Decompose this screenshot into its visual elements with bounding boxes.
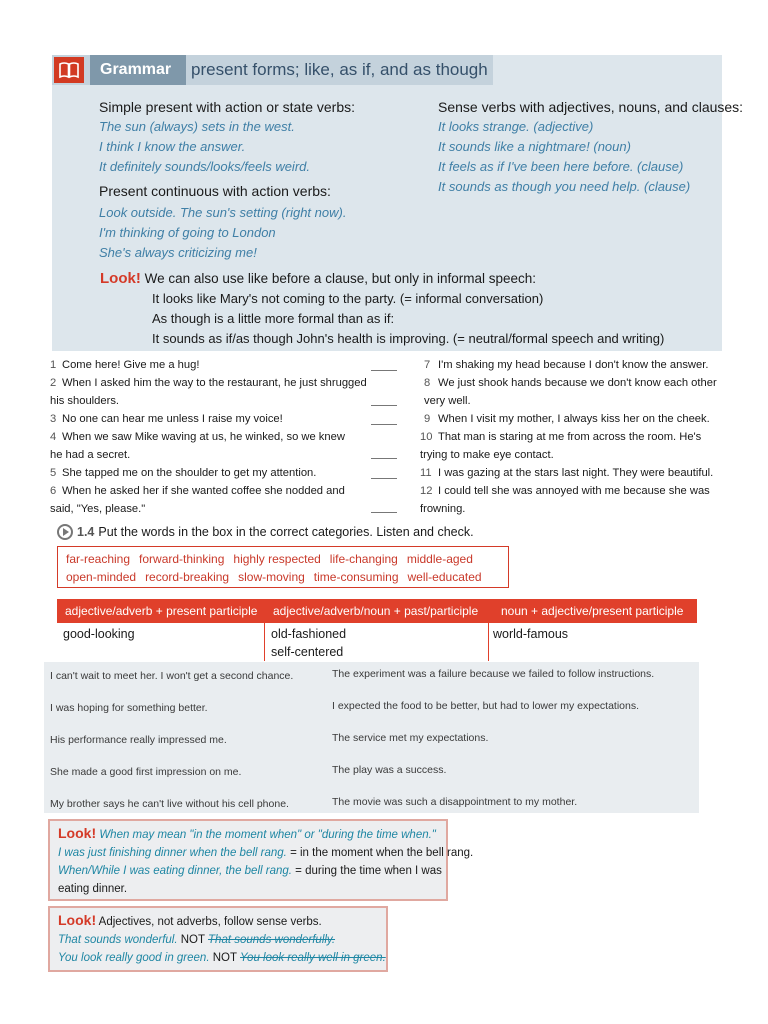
sentence-left: I was hoping for something better.	[50, 702, 208, 714]
grammar-look-note	[100, 269, 536, 289]
look-when-line-3: When/While I was eating dinner, the bell rang. = during the time when I was	[58, 865, 442, 877]
sentences-box	[44, 662, 699, 813]
sentence-right: The service met my expectations.	[332, 732, 489, 744]
word-chip: record-breaking	[145, 570, 230, 584]
answer-blank[interactable]	[371, 424, 397, 425]
answer-blank[interactable]	[371, 405, 397, 406]
list-item: 7 I'm shaking my head because I don't know the answer.	[424, 359, 709, 371]
sentence-left: I can't wait to meet her. I won't get a second chance.	[50, 670, 294, 682]
list-item: 10 That man is staring at me from across the room. He's trying to make eye contact.	[420, 431, 702, 461]
left-example-1: The sun (always) sets in the west.	[99, 119, 295, 134]
sentence-left: She made a good first impression on me.	[50, 766, 242, 778]
answer-blank[interactable]	[371, 512, 397, 513]
look-label: Look!	[58, 912, 97, 928]
right-heading: Sense verbs with adjectives, nouns, and clauses:	[438, 99, 744, 115]
exercise-instruction	[57, 523, 474, 541]
look-box-adjectives	[48, 906, 388, 972]
category-cell: self-centered	[271, 645, 344, 659]
look-adj-line-2: That sounds wonderful. NOT That sounds wonderfully.	[58, 934, 336, 946]
look-when-line-1: Look! When may mean "in the moment when" or "during the time when."	[58, 825, 436, 841]
column-divider	[488, 599, 489, 661]
look-adj-line-3: You look really good in green. NOT You look really well in green.	[58, 952, 386, 964]
grammar-box	[52, 55, 744, 351]
answer-blank[interactable]	[371, 478, 397, 479]
look-line-4: It sounds as if/as though John's health is improving. (= neutral/formal speech and writing)	[152, 331, 665, 346]
category-header: adjective/adverb + present participle	[65, 604, 258, 618]
sentence-right: The movie was such a disappointment to my mother.	[332, 796, 578, 808]
look-label: Look!	[58, 825, 97, 841]
grammar-title: present forms; like, as if, and as though	[191, 60, 488, 79]
category-header: adjective/adverb/noun + past/participle	[273, 604, 479, 618]
look-when-line-2: I was just finishing dinner when the bell rang. = in the moment when the bell rang.	[58, 847, 474, 859]
exercise-number: 1.4	[77, 525, 95, 539]
left-example-4: Look outside. The sun's setting (right now).	[99, 205, 347, 220]
word-chip: highly respected	[233, 552, 321, 566]
category-cell: good-looking	[63, 627, 135, 641]
category-header-row	[57, 599, 697, 623]
sentence-right: I expected the food to be better, but had to lower my expectations.	[332, 700, 640, 712]
look-label: Look!	[100, 270, 141, 287]
word-chip: forward-thinking	[139, 552, 225, 566]
word-chip: well-educated	[407, 570, 482, 584]
answer-blank[interactable]	[371, 458, 397, 459]
word-chip: far-reaching	[66, 552, 131, 566]
look-line-1: We can also use like before a clause, but only in informal speech:	[144, 271, 537, 286]
list-item: 11 I was gazing at the stars last night. They were beautiful.	[420, 467, 714, 479]
look-line-2: It looks like Mary's not coming to the party. (= informal conversation)	[152, 291, 544, 306]
left-example-3: It definitely sounds/looks/feels weird.	[99, 159, 310, 174]
exercise-text: Put the words in the box in the correct categories. Listen and check.	[98, 525, 474, 539]
left-heading-2: Present continuous with action verbs:	[99, 183, 331, 199]
list-item: 12 I could tell she was annoyed with me because she was frowning.	[420, 485, 710, 515]
category-cell: old-fashioned	[271, 627, 347, 641]
list-item: 3 No one can hear me unless I raise my voice!	[50, 413, 283, 425]
right-example-2: It sounds like a nightmare! (noun)	[438, 139, 631, 154]
sentence-left: My brother says he can't live without his cell phone.	[50, 798, 289, 810]
left-example-2: I think I know the answer.	[99, 139, 246, 154]
sentence-right: The experiment was a failure because we failed to follow instructions.	[332, 668, 655, 680]
book-icon	[54, 57, 84, 83]
list-item: 2 When I asked him the way to the restaurant, he just shrugged his shoulders.	[50, 377, 367, 407]
list-item: 8 We just shook hands because we don't know each other very well.	[424, 377, 717, 407]
answer-blank[interactable]	[371, 370, 397, 371]
list-item: 1 Come here! Give me a hug!	[50, 359, 200, 371]
right-example-3: It feels as if I've been here before. (clause)	[438, 159, 684, 174]
category-header: noun + adjective/present participle	[501, 604, 684, 618]
sentence-left: His performance really impressed me.	[50, 734, 227, 746]
list-item: 9 When I visit my mother, I always kiss her on the cheek.	[424, 413, 710, 425]
list-item: 5 She tapped me on the shoulder to get my attention.	[50, 467, 317, 479]
look-adj-line-1: Look! Adjectives, not adverbs, follow sense verbs.	[58, 912, 322, 928]
left-example-6: She's always criticizing me!	[99, 245, 257, 260]
grammar-label: Grammar	[90, 55, 186, 85]
word-chip: open-minded	[66, 570, 137, 584]
grammar-header	[52, 55, 493, 85]
right-example-1: It looks strange. (adjective)	[438, 119, 594, 134]
left-heading-1: Simple present with action or state verbs:	[99, 99, 356, 115]
column-divider	[264, 599, 265, 661]
list-item: 6 When he asked her if she wanted coffee she nodded and said, "Yes, please."	[50, 485, 345, 515]
left-example-5: I'm thinking of going to London	[99, 225, 276, 240]
word-box	[57, 546, 509, 588]
look-when-line-4: eating dinner.	[58, 883, 128, 895]
word-row-2	[66, 568, 500, 586]
play-audio-icon[interactable]	[57, 524, 73, 540]
word-row-1	[66, 550, 500, 568]
word-chip: middle-aged	[406, 552, 473, 566]
word-chip: time-consuming	[313, 570, 399, 584]
look-line-3: As though is a little more formal than as if:	[152, 311, 395, 326]
word-chip: life-changing	[329, 552, 398, 566]
list-item: 4 When we saw Mike waving at us, he winked, so we knew he had a secret.	[50, 431, 345, 461]
category-cell: world-famous	[493, 627, 569, 641]
sentence-right: The play was a success.	[332, 764, 447, 776]
word-chip: slow-moving	[238, 570, 305, 584]
right-example-4: It sounds as though you need help. (clause)	[438, 179, 691, 194]
look-box-when	[48, 819, 474, 901]
